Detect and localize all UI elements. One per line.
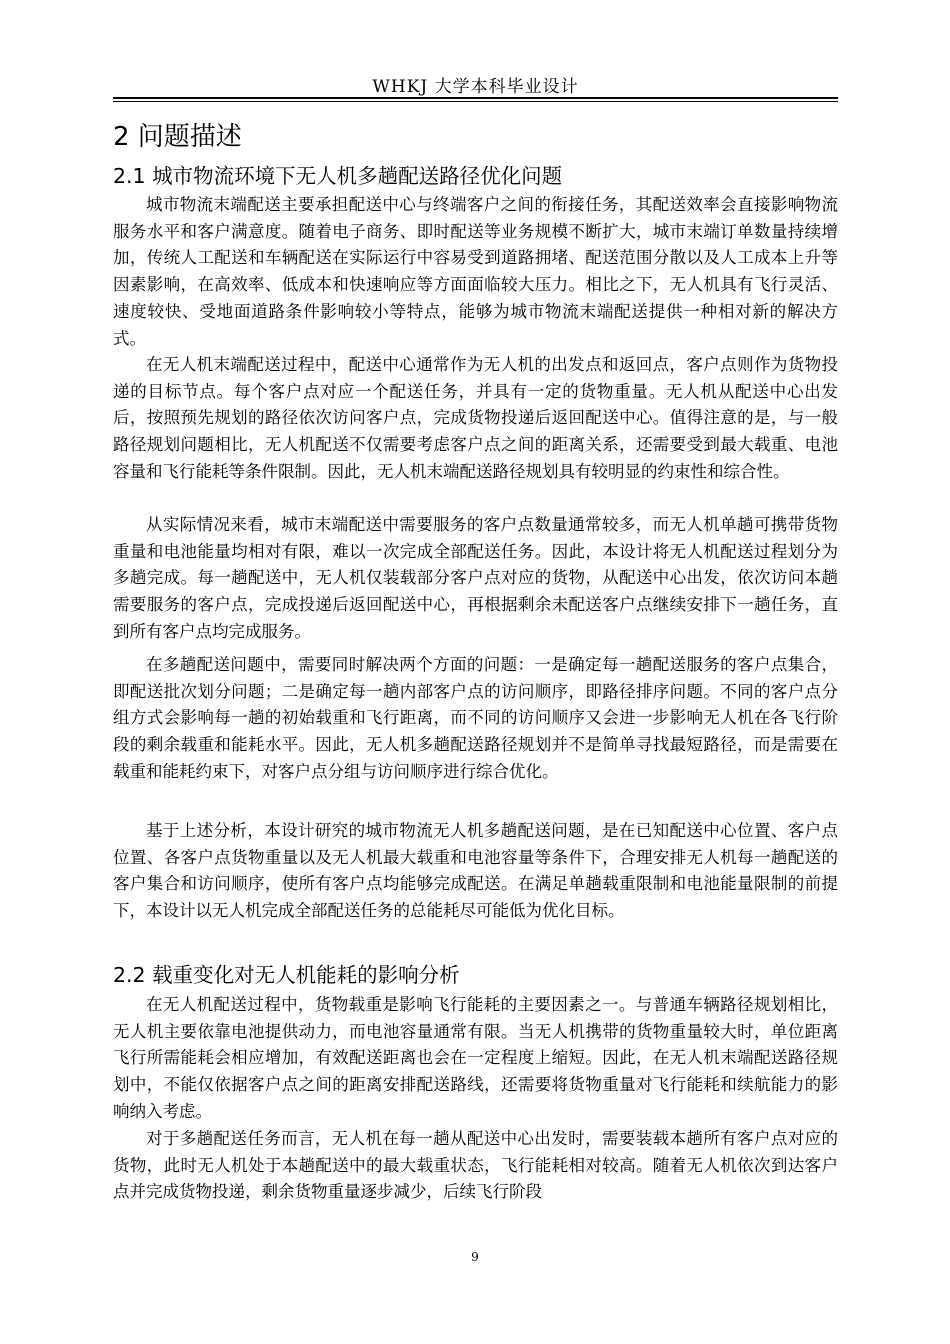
paragraph: 对于多趟配送任务而言，无人机在每一趟从配送中心出发时，需要装载本趟所有客户点对应的货物，此时无人机处于本趟配送中的最大载重状态，飞行能耗相对较高。随着无人机依次到达客户点并完成货物投递，剩余货物重量逐步减少，后续飞行阶段 bbox=[113, 1129, 838, 1202]
header-rule bbox=[113, 97, 838, 99]
paragraph: 在无人机末端配送过程中，配送中心通常作为无人机的出发点和返回点，客户点则作为货物投递的目标节点。每个客户点对应一个配送任务，并具有一定的货物重量。无人机从配送中心出发后，按照预先规划的路径依次访问客户点，完成货物投递后返回配送中心。值得注意的是，与一般路径规划问题相比，无人机配送不仅需要考虑客户点之间的距离关系，还需要受到最大载重、电池容量和飞行能耗等条件限制。因此，无人机末端配送路径规划具有较明显的约束性和综合性。 bbox=[113, 355, 838, 481]
section-title: 2.1 城市物流环境下无人机多趟配送路径优化问题 bbox=[113, 164, 563, 188]
chapter-title: 2 问题描述 bbox=[113, 122, 242, 152]
paragraph: 在多趟配送问题中，需要同时解决两个方面的问题：一是确定每一趟配送服务的客户点集合，即配送批次划分问题；二是确定每一趟内部客户点的访问顺序，即路径排序问题。不同的客户点分组方式会影响每一趟的初始载重和飞行距离，而不同的访问顺序又会进一步影响无人机在各飞行阶段的剩余载重和能耗水平。因此，无人机多趟配送路径规划并不是简单寻找最短路径，而是需要在载重和能耗约束下，对客户点分组与访问顺序进行综合优化。 bbox=[113, 655, 838, 781]
paragraph: 从实际情况来看，城市末端配送中需要服务的客户点数量通常较多，而无人机单趟可携带货物重量和电池能量均相对有限，难以一次完成全部配送任务。因此，本设计将无人机配送过程划分为多趟完成。每一趟配送中，无人机仅装载部分客户点对应的货物，从配送中心出发，依次访问本趟需要服务的客户点，完成投递后返回配送中心，再根据剩余未配送客户点继续安排下一趟任务，直到所有客户点均完成服务。 bbox=[113, 515, 838, 641]
paragraph: 城市物流末端配送主要承担配送中心与终端客户之间的衔接任务，其配送效率会直接影响物流服务水平和客户满意度。随着电子商务、即时配送等业务规模不断扩大，城市末端订单数量持续增加，传统人工配送和车辆配送在实际运行中容易受到道路拥堵、配送范围分散以及人工成本上升等因素影响，在高效率、低成本和快速响应等方面面临较大压力。相比之下，无人机具有飞行灵活、速度较快、受地面道路条件影响较小等特点，能够为城市物流末端配送提供一种相对新的解决方式。 bbox=[113, 195, 838, 348]
page-number: 9 bbox=[471, 1250, 479, 1264]
running-header: WHKJ 大学本科毕业设计 bbox=[372, 77, 579, 97]
paragraph: 在无人机配送过程中，货物载重是影响飞行能耗的主要因素之一。与普通车辆路径规划相比，无人机主要依靠电池提供动力，而电池容量通常有限。当无人机携带的货物重量较大时，单位距离飞行所需能耗会相应增加，有效配送距离也会在一定程度上缩短。因此，在无人机末端配送路径规划中，不能仅依据客户点之间的距离安排配送路线，还需要将货物重量对飞行能耗和续航能力的影响纳入考虑。 bbox=[113, 995, 838, 1121]
paragraph: 基于上述分析，本设计研究的城市物流无人机多趟配送问题，是在已知配送中心位置、客户点位置、各客户点货物重量以及无人机最大载重和电池容量等条件下，合理安排无人机每一趟配送的客户集合和访问顺序，使所有客户点均能够完成配送。在满足单趟载重限制和电池能量限制的前提下，本设计以无人机完成全部配送任务的总能耗尽可能低为优化目标。 bbox=[113, 821, 838, 921]
header-rule-thin bbox=[113, 101, 838, 102]
section-title: 2.2 载重变化对无人机能耗的影响分析 bbox=[113, 963, 460, 987]
